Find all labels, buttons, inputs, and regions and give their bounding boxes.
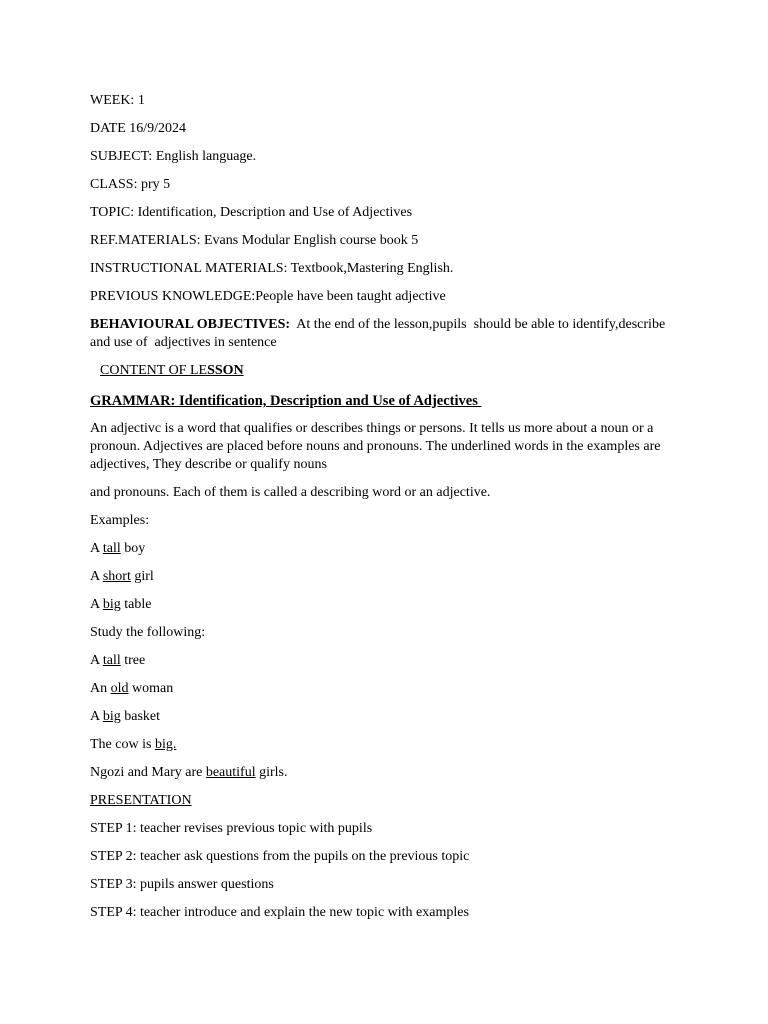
presentation-step: STEP 3: pupils answer questions <box>90 877 274 892</box>
date-line: DATE 16/9/2024 <box>90 121 187 136</box>
behavioural-objectives-text: At the end of the lesson,pupils should be able to identify,describe and use of adjectives in sentence <box>90 317 669 350</box>
presentation-step: STEP 1: teacher revises previous topic with pupils <box>90 821 373 836</box>
study-item <box>90 652 680 670</box>
study-item-noun: woman <box>128 681 174 696</box>
example-item-prefix: A <box>90 569 103 584</box>
ref-materials-line: REF.MATERIALS: Evans Modular English course book 5 <box>90 233 419 248</box>
study-item-adjective: beautiful <box>205 765 256 780</box>
example-item-prefix: A <box>90 597 103 612</box>
presentation-heading: PRESENTATION <box>90 793 192 808</box>
subject-line: SUBJECT: English language. <box>90 149 257 164</box>
lesson-note-page <box>90 92 680 932</box>
study-item-noun: tree <box>120 653 146 668</box>
study-item <box>90 764 680 782</box>
example-item-adjective: short <box>102 569 131 584</box>
example-item-noun: girl <box>130 569 154 584</box>
previous-knowledge-line: PREVIOUS KNOWLEDGE:People have been taught adjective <box>90 289 446 304</box>
study-item-prefix: Ngozi and Mary are <box>90 765 206 780</box>
study-label: Study the following: <box>90 625 206 640</box>
example-item-noun: boy <box>120 541 146 556</box>
study-item-adjective: tall <box>102 653 121 668</box>
class-line: CLASS: pry 5 <box>90 177 171 192</box>
study-item-adjective: big <box>102 709 121 724</box>
study-item-adjective: big. <box>154 737 177 752</box>
definition-paragraph-1: An adjectivc is a word that qualifies or describes things or persons. It tells us more about a noun or a pronoun. Adjectives are placed before nouns and pronouns. The underlined words in the examples are adjectives, They describe or qualify nouns <box>90 421 661 472</box>
study-item-noun: girls. <box>255 765 288 780</box>
example-item-adjective: tall <box>102 541 121 556</box>
study-item-prefix: An <box>90 681 111 696</box>
example-item-adjective: big <box>102 597 121 612</box>
content-heading-part2: SSON <box>207 363 244 378</box>
content-heading-part1: CONTENT OF LE <box>100 363 208 378</box>
behavioural-objectives <box>90 316 680 352</box>
example-item-prefix: A <box>90 541 103 556</box>
study-item-noun: basket <box>120 709 160 724</box>
study-item-prefix: The cow is <box>90 737 155 752</box>
presentation-step: STEP 2: teacher ask questions from the pupils on the previous topic <box>90 849 470 864</box>
grammar-heading: GRAMMAR: Identification, Description and Use of Adjectives <box>90 393 482 409</box>
study-item <box>90 680 680 698</box>
study-item-adjective: old <box>110 681 129 696</box>
week-line: WEEK: 1 <box>90 93 145 108</box>
study-item <box>90 708 680 726</box>
presentation-step: STEP 4: teacher introduce and explain the new topic with examples <box>90 905 469 920</box>
behavioural-objectives-label: BEHAVIOURAL OBJECTIVES: <box>90 317 291 332</box>
definition-paragraph-2: and pronouns. Each of them is called a describing word or an adjective. <box>90 485 491 500</box>
study-item-prefix: A <box>90 653 103 668</box>
examples-label: Examples: <box>90 513 150 528</box>
topic-line: TOPIC: Identification, Description and Use of Adjectives <box>90 205 413 220</box>
example-item-noun: table <box>120 597 152 612</box>
study-item-prefix: A <box>90 709 103 724</box>
content-of-lesson-heading <box>90 362 680 380</box>
example-item <box>90 568 680 586</box>
example-item <box>90 540 680 558</box>
example-item <box>90 596 680 614</box>
instructional-materials-line: INSTRUCTIONAL MATERIALS: Textbook,Mastering English. <box>90 261 454 276</box>
study-item <box>90 736 680 754</box>
